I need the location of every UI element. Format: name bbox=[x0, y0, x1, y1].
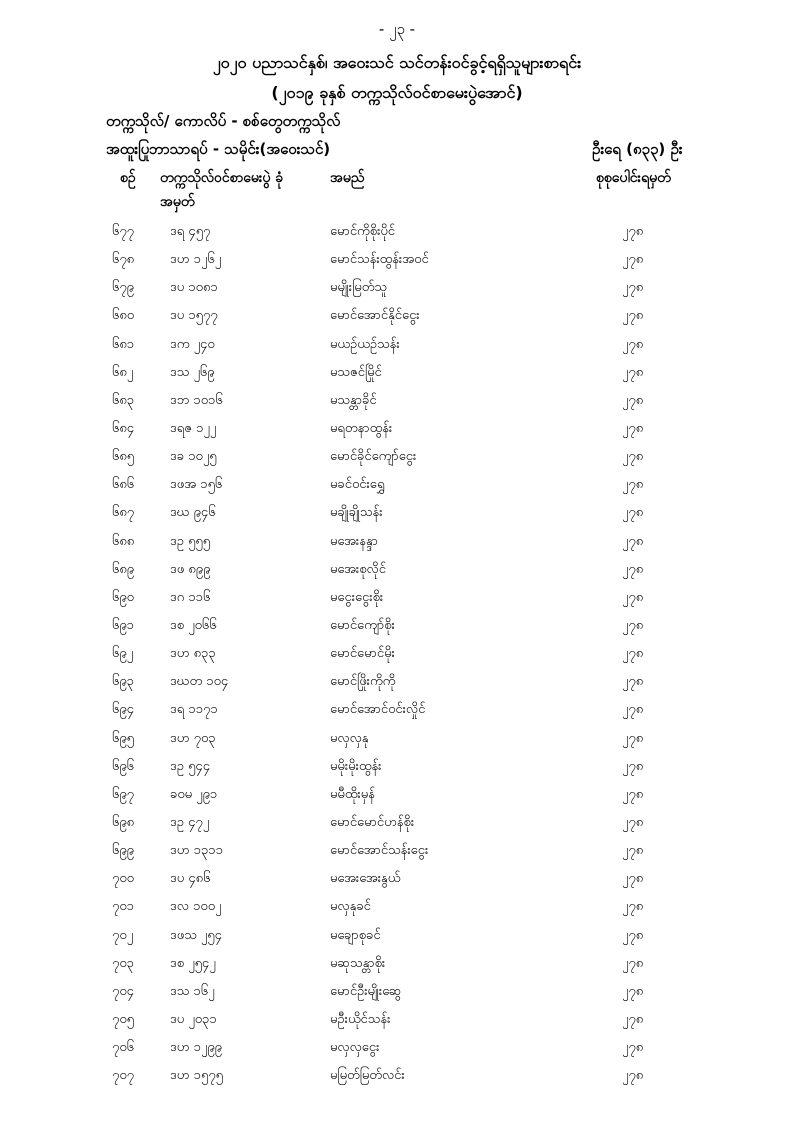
total-mark: ၂၇၈ bbox=[622, 477, 644, 493]
student-name: မယဉ်ယဉ်သန်း bbox=[330, 336, 400, 352]
table-row bbox=[0, 725, 794, 753]
roll-number: ဒဖသ ၂၅၄ bbox=[170, 927, 222, 943]
student-name: မခင်ဝင်းရွှေ bbox=[330, 477, 385, 493]
student-name: မောင်အောင်နိုင်ငွေး bbox=[330, 308, 420, 324]
row-number: ၆၉၉ bbox=[112, 843, 134, 859]
roll-number: ဒဖအ ၁၅၆ bbox=[170, 477, 223, 493]
roll-number: ဒဥ ၄၇၂ bbox=[170, 814, 210, 830]
row-number: ၆၈၄ bbox=[112, 420, 135, 436]
student-name: မအေးအေးနွယ် bbox=[330, 871, 401, 887]
roll-number: ဒဟ ၈၃၃ bbox=[170, 646, 216, 662]
total-mark: ၂၇၈ bbox=[622, 449, 644, 465]
table-row bbox=[0, 415, 794, 443]
table-row bbox=[0, 893, 794, 921]
student-name: မောင်သန်းထွန်းအဝင် bbox=[330, 252, 429, 268]
total-mark: ၂၇၈ bbox=[622, 1011, 644, 1027]
student-name: မလှလှငွေး bbox=[330, 1040, 380, 1056]
table-row bbox=[0, 528, 794, 556]
student-name: မချောစုခင် bbox=[330, 927, 381, 943]
row-number: ၆၈၃ bbox=[112, 392, 135, 408]
row-number: ၇၀၃ bbox=[112, 955, 134, 971]
table-row bbox=[0, 781, 794, 809]
university-line: တက္ကသိုလ်/ ကောလိပ် - စစ်တွေတက္ကသိုလ် bbox=[106, 112, 341, 130]
student-name: မသန္တာခိုင် bbox=[330, 392, 377, 408]
roll-number: ဒဃ ၉၄၆ bbox=[170, 505, 216, 521]
roll-number: ဒဟ ၁၂၆၂ bbox=[170, 252, 222, 268]
student-name: မသဇင်မြိုင် bbox=[330, 364, 382, 380]
roll-number: ဒစ ၂၀၆၆ bbox=[170, 617, 217, 633]
row-number: ၇၀၇ bbox=[112, 1068, 134, 1084]
roll-number: ဒခ ၁၀၂၅ bbox=[170, 449, 217, 465]
row-number: ၇၀၂ bbox=[112, 927, 134, 943]
table-row bbox=[0, 302, 794, 330]
row-number: ၆၈၇ bbox=[112, 505, 135, 521]
student-name: မအေးစုလိုင် bbox=[330, 561, 386, 577]
student-name: မောင်မောင်မိုး bbox=[330, 646, 395, 662]
student-name: မောင်ကျော်စိုး bbox=[330, 617, 395, 633]
roll-number: ဒဥ ၅၅၅ bbox=[170, 533, 211, 549]
student-name: မောင်အောင်ဝင်းလှိုင် bbox=[330, 702, 426, 718]
roll-number: ဒက ၂၄၀ bbox=[170, 336, 215, 352]
roll-number: ဒပ ၄၈၆ bbox=[170, 871, 211, 887]
row-number: ၆၈၉ bbox=[112, 561, 135, 577]
roll-number: ဒဟ ၇၀၃ bbox=[170, 730, 216, 746]
student-name: မောင်ကိုစိုးပိုင် bbox=[330, 224, 395, 239]
student-name: မမြတ်မြတ်လင်း bbox=[330, 1068, 405, 1084]
row-number: ၆၉၃ bbox=[112, 674, 134, 690]
roll-number: ဒပ ၂၀၃၁ bbox=[170, 1011, 217, 1027]
student-name: မမီထိုးမှန် bbox=[330, 786, 375, 802]
total-mark: ၂၇၈ bbox=[622, 955, 644, 971]
specialization-line: အထူးပြုဘာသာရပ် - သမိုင်း(အဝေးသင်) bbox=[106, 140, 331, 158]
student-name: မဆုသန္တာစိုး bbox=[330, 955, 386, 971]
total-mark: ၂၇၈ bbox=[622, 646, 644, 662]
total-mark: ၂၇၈ bbox=[622, 814, 644, 830]
roll-number: ဒစ ၂၅၄၂ bbox=[170, 955, 216, 971]
page-number: - ၂၃ - bbox=[378, 20, 416, 38]
row-number: ၇၀၀ bbox=[112, 871, 134, 887]
row-number: ၆၈၂ bbox=[112, 364, 134, 380]
table-row bbox=[0, 753, 794, 781]
total-mark: ၂၇၈ bbox=[622, 1068, 644, 1084]
roll-number: ဒပ ၁၀၈၁ bbox=[170, 280, 218, 296]
table-row bbox=[0, 640, 794, 668]
total-mark: ၂၇၈ bbox=[622, 674, 644, 690]
results-list bbox=[0, 218, 794, 1090]
student-name: မမိုးမိုးထွန်း bbox=[330, 758, 382, 774]
table-row bbox=[0, 696, 794, 724]
row-number: ၆၉၅ bbox=[112, 730, 134, 746]
row-number: ၆၉၇ bbox=[112, 786, 134, 802]
roll-number: ဒသ ၂၆၉ bbox=[170, 364, 215, 380]
roll-number: ဒဖ ၈၉၉ bbox=[170, 561, 211, 577]
total-mark: ၂၇၈ bbox=[622, 505, 644, 521]
total-count: ဦးရေ (၈၃၃) ဦး bbox=[592, 140, 683, 158]
table-row bbox=[0, 1062, 794, 1090]
row-number: ၆၉၄ bbox=[112, 702, 134, 718]
row-number: ၆၈၈ bbox=[112, 533, 135, 549]
roll-number: ဒဟ ၁၃၁၁ bbox=[170, 843, 223, 859]
student-name: မဦးယိုင်သန်း bbox=[330, 1011, 391, 1027]
total-mark: ၂၇၈ bbox=[622, 871, 644, 887]
student-name: မရတနာထွန်း bbox=[330, 420, 393, 436]
table-row bbox=[0, 246, 794, 274]
table-row bbox=[0, 865, 794, 893]
row-number: ၆၉၂ bbox=[112, 646, 134, 662]
roll-number: ဒဥ ၅၄၄ bbox=[170, 758, 211, 774]
table-row bbox=[0, 331, 794, 359]
roll-number: ဒလ ၁၀၀၂ bbox=[170, 899, 222, 915]
document-title: ၂၀၂၀ ပညာသင်နှစ်၊ အဝေးသင် သင်တန်းဝင်ခွင့်ရရှိသူများစာရင်း bbox=[212, 53, 582, 72]
row-number: ၇၀၅ bbox=[112, 1011, 134, 1027]
column-header-mark: စုစုပေါင်းရမှတ် bbox=[596, 170, 671, 186]
table-row bbox=[0, 218, 794, 246]
student-name: မောင်အောင်သန်းငွေး bbox=[330, 843, 429, 859]
total-mark: ၂၇၈ bbox=[622, 308, 644, 324]
student-name: မမျိုးမြတ်သူ bbox=[330, 280, 387, 296]
row-number: ၆၉၀ bbox=[112, 589, 134, 605]
total-mark: ၂၇၈ bbox=[622, 786, 644, 802]
table-row bbox=[0, 612, 794, 640]
column-header-no: စဉ် bbox=[120, 170, 136, 186]
table-row bbox=[0, 668, 794, 696]
roll-number: ဒဟ ၁၂၉၉ bbox=[170, 1040, 222, 1056]
total-mark: ၂၇၈ bbox=[622, 224, 644, 239]
student-name: မောင်မောင်ဟန်စိုး bbox=[330, 814, 415, 830]
total-mark: ၂၇၈ bbox=[622, 252, 644, 268]
roll-number: ဒဟ ၁၅၇၅ bbox=[170, 1068, 223, 1084]
table-row bbox=[0, 499, 794, 527]
student-name: မငွေးငွေးစိုး bbox=[330, 589, 384, 605]
row-number: ၆၇၇ bbox=[112, 224, 134, 239]
roll-number: ဒပ ၁၅၇၇ bbox=[170, 308, 218, 324]
column-header-name: အမည် bbox=[330, 170, 365, 186]
total-mark: ၂၇၈ bbox=[622, 392, 644, 408]
table-row bbox=[0, 387, 794, 415]
row-number: ၆၈၁ bbox=[112, 336, 135, 352]
row-number: ၇၀၆ bbox=[112, 1040, 134, 1056]
row-number: ၆၇၈ bbox=[112, 252, 135, 268]
table-row bbox=[0, 556, 794, 584]
table-row bbox=[0, 359, 794, 387]
table-row bbox=[0, 584, 794, 612]
roll-number: ခ၀မ ၂၉၁ bbox=[170, 786, 218, 802]
roll-number: ဒရဇ ၁၂၂ bbox=[170, 420, 217, 436]
total-mark: ၂၇၈ bbox=[622, 561, 644, 577]
row-number: ၇၀၄ bbox=[112, 983, 134, 999]
student-name: မောင်ဖြိုးကိုကို bbox=[330, 674, 396, 690]
table-row bbox=[0, 471, 794, 499]
row-number: ၆၈၀ bbox=[112, 308, 135, 324]
row-number: ၆၉၁ bbox=[112, 617, 134, 633]
roll-number: ဒရ ၄၅၇ bbox=[170, 224, 211, 239]
column-header-roll: တက္ကသိုလ်ဝင်စာမေးပွဲ ခုံအမှတ် bbox=[160, 170, 284, 210]
total-mark: ၂၇၈ bbox=[622, 758, 644, 774]
table-row bbox=[0, 922, 794, 950]
total-mark: ၂၇၈ bbox=[622, 899, 644, 915]
total-mark: ၂၇၈ bbox=[622, 702, 644, 718]
roll-number: ဒသ ၁၆၂ bbox=[170, 983, 215, 999]
row-number: ၆၈၆ bbox=[112, 477, 135, 493]
table-row bbox=[0, 1006, 794, 1034]
roll-number: ဒဃတ ၁၀၄ bbox=[170, 674, 229, 690]
roll-number: ဒဘ ၁၀၁၆ bbox=[170, 392, 223, 408]
table-row bbox=[0, 978, 794, 1006]
table-row bbox=[0, 950, 794, 978]
student-name: မချိုချိုသန်း bbox=[330, 505, 383, 521]
total-mark: ၂၇၈ bbox=[622, 927, 644, 943]
total-mark: ၂၇၈ bbox=[622, 730, 644, 746]
row-number: ၆၈၅ bbox=[112, 449, 135, 465]
total-mark: ၂၇၈ bbox=[622, 589, 644, 605]
row-number: ၆၉၆ bbox=[112, 758, 134, 774]
total-mark: ၂၇၈ bbox=[622, 336, 644, 352]
row-number: ၆၇၉ bbox=[112, 280, 134, 296]
student-name: မောင်ခိုင်ကျော်ငွေး bbox=[330, 449, 417, 465]
student-name: မလှနုခင် bbox=[330, 899, 371, 915]
total-mark: ၂၇၈ bbox=[622, 617, 644, 633]
table-row bbox=[0, 274, 794, 302]
roll-number: ဒရ ၁၁၇၁ bbox=[170, 702, 218, 718]
total-mark: ၂၇၈ bbox=[622, 1040, 644, 1056]
total-mark: ၂၇၈ bbox=[622, 533, 644, 549]
student-name: မောင်ဦးမျိုးဆွေ bbox=[330, 983, 402, 999]
document-subtitle: (၂၀၁၉ ခုနှစ် တက္ကသိုလ်ဝင်စာမေးပွဲအောင်) bbox=[271, 83, 523, 102]
table-row bbox=[0, 837, 794, 865]
table-row bbox=[0, 443, 794, 471]
row-number: ၆၉၈ bbox=[112, 814, 135, 830]
student-name: မအေးနန္ဒာ bbox=[330, 533, 379, 549]
row-number: ၇၀၁ bbox=[112, 899, 134, 915]
total-mark: ၂၇၈ bbox=[622, 420, 644, 436]
table-row bbox=[0, 809, 794, 837]
total-mark: ၂၇၈ bbox=[622, 364, 644, 380]
total-mark: ၂၇၈ bbox=[622, 280, 644, 296]
table-row bbox=[0, 1034, 794, 1062]
total-mark: ၂၇၈ bbox=[622, 843, 644, 859]
total-mark: ၂၇၈ bbox=[622, 983, 644, 999]
roll-number: ဒဂ ၁၁၆ bbox=[170, 589, 211, 605]
student-name: မလှလှနု bbox=[330, 730, 369, 746]
